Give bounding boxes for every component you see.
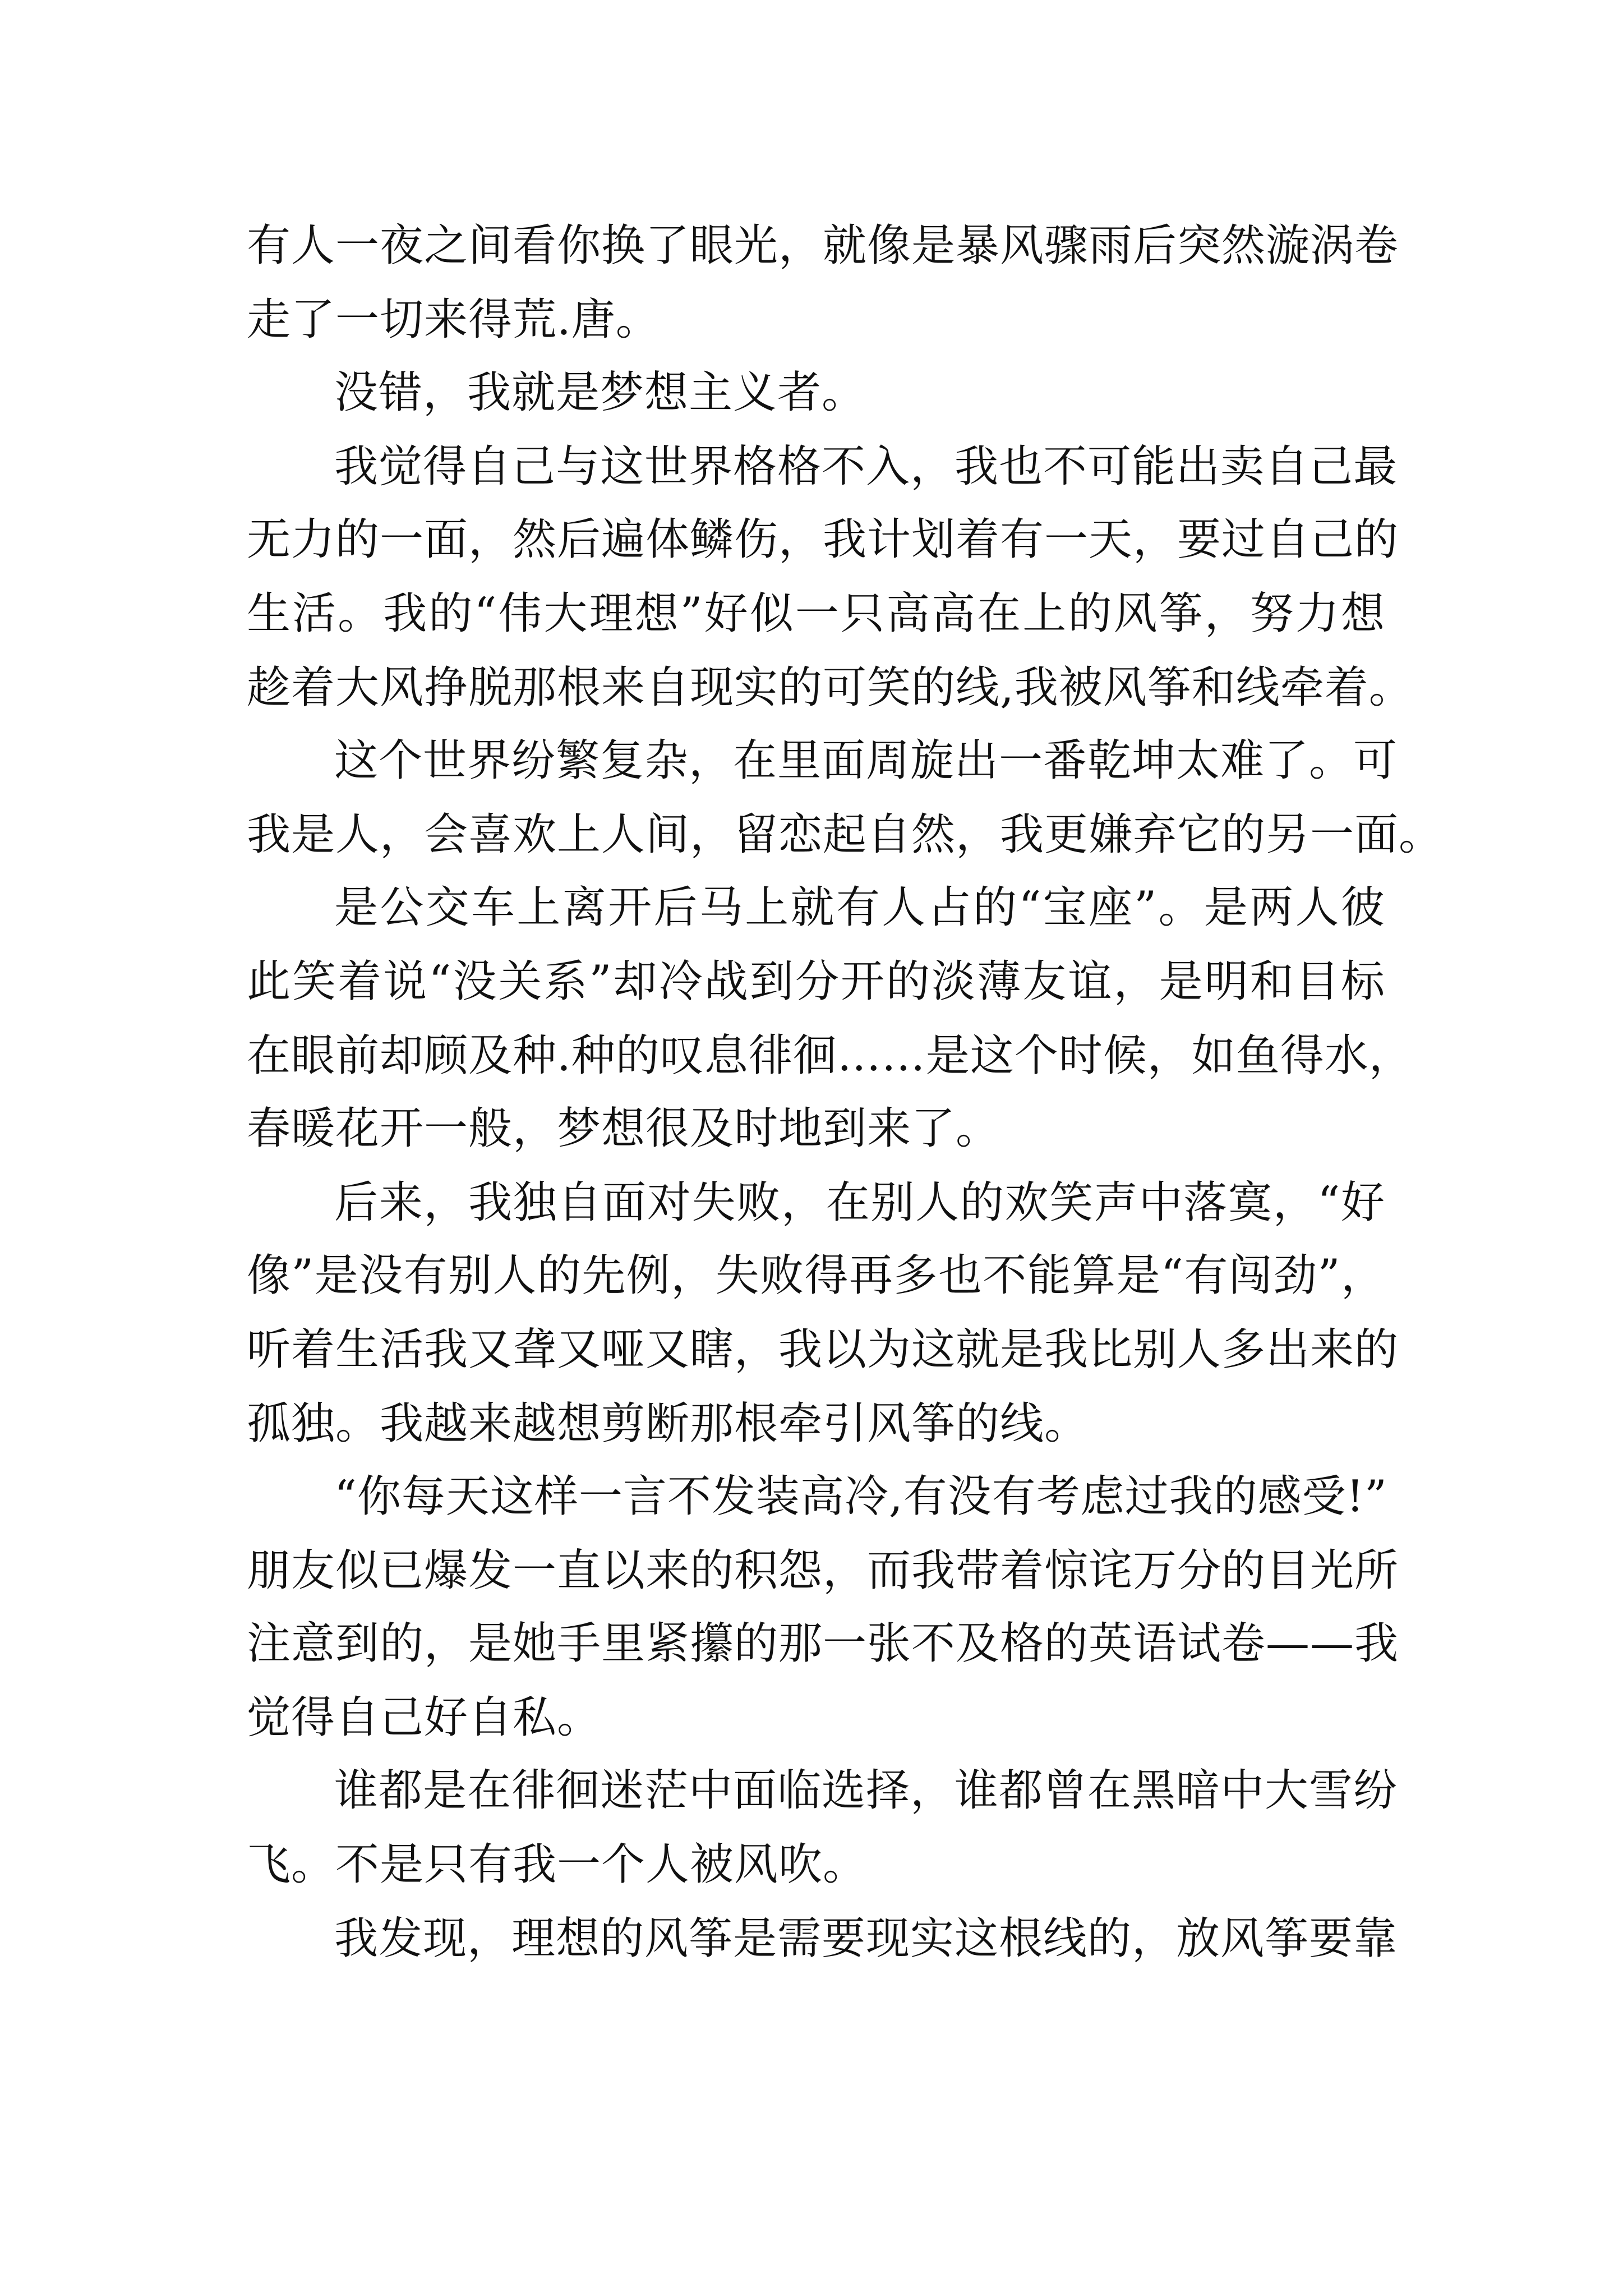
text-line: 像”是没有别人的先例，失败得再多也不能算是“有闯劲”， [247, 1250, 1385, 1301]
text-line: 觉得自己好自私。 [247, 1692, 602, 1743]
text-line: 谁都是在徘徊迷茫中面临选择，谁都曾在黑暗中大雪纷 [334, 1765, 1398, 1816]
text-line: 我发现，理想的风筝是需要现实这根线的，放风筝要靠 [334, 1913, 1398, 1964]
text-line: 我是人，会喜欢上人间，留恋起自然，我更嫌弃它的另一面。 [247, 809, 1444, 860]
text-line: 在眼前却顾及种.种的叹息徘徊……是这个时候，如鱼得水， [247, 1030, 1413, 1081]
text-line: 此笑着说“没关系”却冷战到分开的淡薄友谊，是明和目标 [247, 956, 1385, 1007]
text-line: “你每天这样一言不发装高冷,有没有考虑过我的感受!” [334, 1471, 1387, 1522]
text-line: 春暖花开一般，梦想很及时地到来了。 [247, 1103, 1000, 1154]
text-line: 飞。不是只有我一个人被风吹。 [247, 1839, 868, 1890]
text-line: 无力的一面，然后遍体鳞伤，我计划着有一天，要过自己的 [247, 514, 1399, 565]
text-line: 孤独。我越来越想剪断那根牵引风筝的线。 [247, 1398, 1089, 1449]
text-line: 后来，我独自面对失败，在别人的欢笑声中落寞，“好 [334, 1177, 1385, 1228]
text-line: 这个世界纷繁复杂，在里面周旋出一番乾坤太难了。可 [334, 735, 1398, 786]
text-line: 是公交车上离开后马上就有人占的“宝座”。是两人彼 [334, 882, 1385, 933]
text-line: 生活。我的“伟大理想”好似一只高高在上的风筝，努力想 [247, 588, 1385, 639]
text-line: 有人一夜之间看你换了眼光，就像是暴风骤雨后突然漩涡卷 [247, 220, 1399, 271]
text-line: 我觉得自己与这世界格格不入，我也不可能出卖自己最 [334, 441, 1398, 492]
text-line: 趁着大风挣脱那根来自现实的可笑的线,我被风筝和线牵着。 [247, 662, 1413, 713]
text-line: 注意到的，是她手里紧攥的那一张不及格的英语试卷——我 [247, 1618, 1399, 1669]
text-line: 朋友似已爆发一直以来的积怨，而我带着惊诧万分的目光所 [247, 1545, 1399, 1596]
text-line: 走了一切来得荒.唐。 [247, 295, 660, 345]
text-line: 没错，我就是梦想主义者。 [334, 367, 866, 418]
text-line: 听着生活我又聋又哑又瞎，我以为这就是我比别人多出来的 [247, 1324, 1399, 1375]
